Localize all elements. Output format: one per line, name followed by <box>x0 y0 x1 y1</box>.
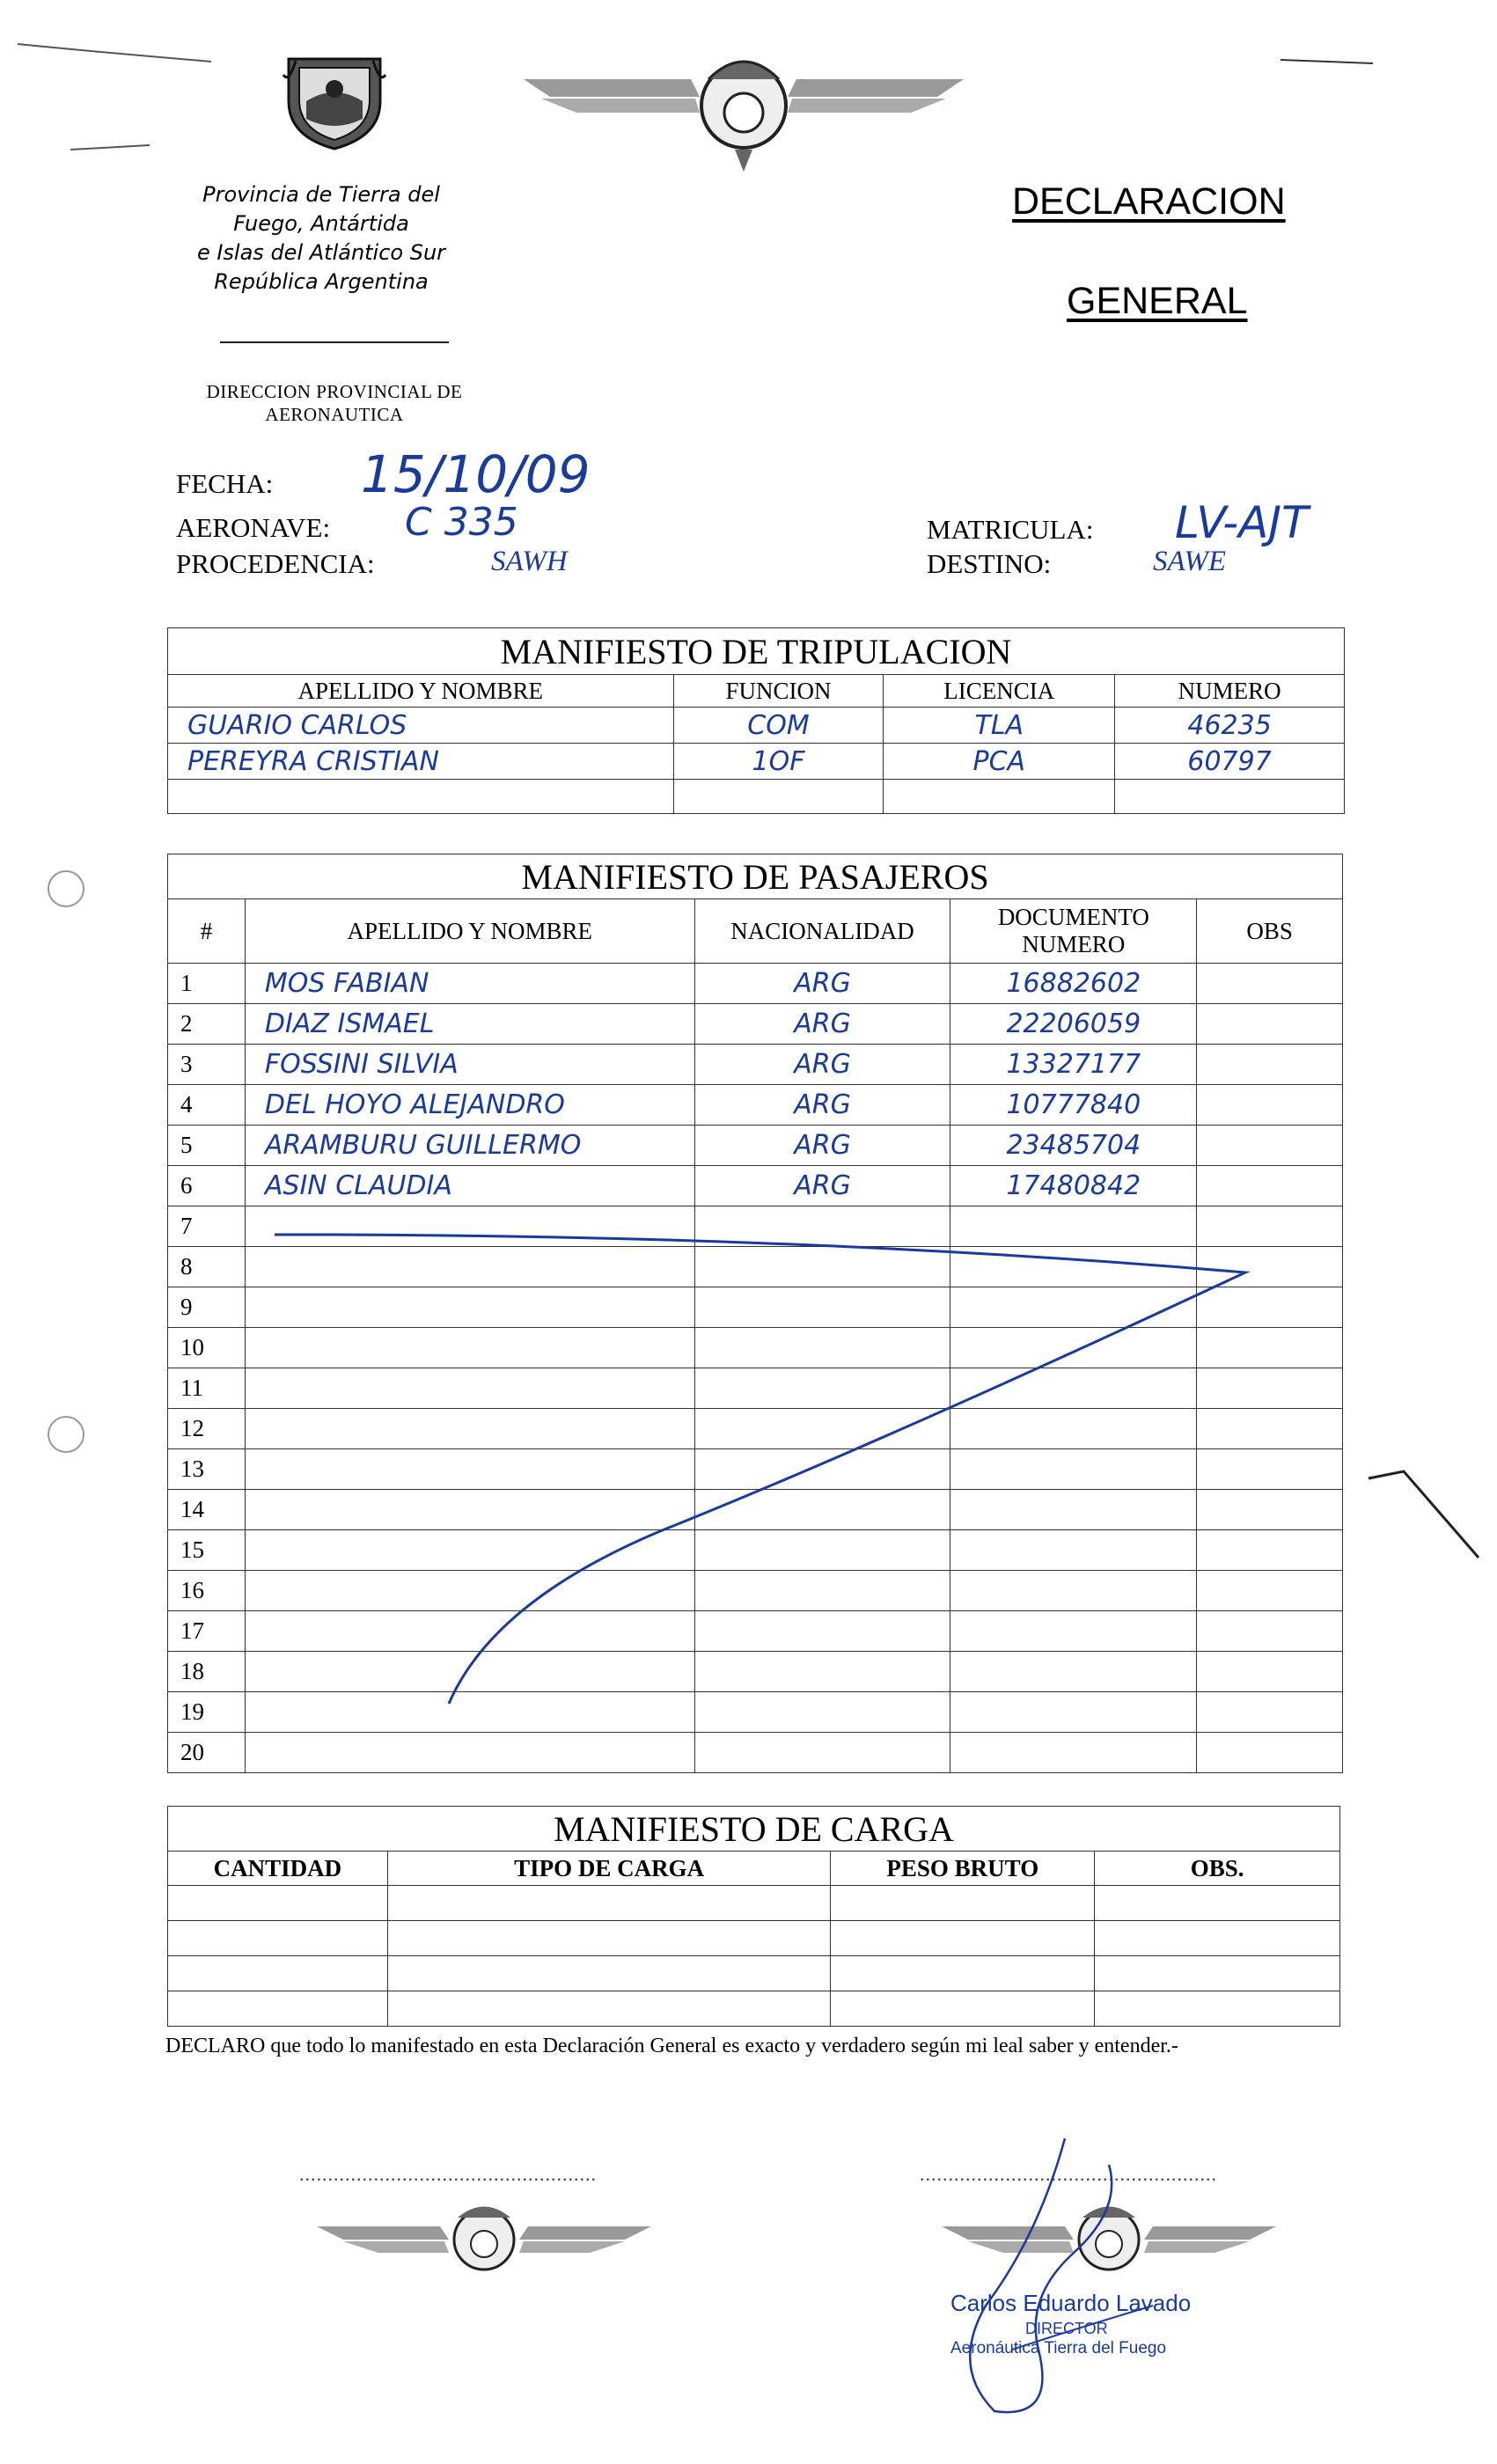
pax-name-cell: MOS FABIAN <box>245 964 694 1004</box>
title-general: GENERAL <box>1067 280 1248 322</box>
pax-document-cell <box>950 1247 1197 1287</box>
pax-document-cell <box>950 1692 1197 1733</box>
pax-document-cell <box>950 1490 1197 1530</box>
pax-document-cell: 17480842 <box>950 1166 1197 1206</box>
aeronautica-wings-icon <box>515 44 972 176</box>
pax-document-cell <box>950 1530 1197 1571</box>
signer-organization: Aeronáutica Tierra del Fuego <box>950 2339 1167 2358</box>
title-declaracion: DECLARACION <box>1012 180 1286 223</box>
pax-obs-cell <box>1197 1287 1343 1328</box>
cargo-col-cantidad: CANTIDAD <box>168 1852 388 1886</box>
procedencia-label: PROCEDENCIA: <box>176 548 375 579</box>
pax-row <box>168 1368 1343 1409</box>
pax-obs-cell <box>1197 1490 1343 1530</box>
pax-row <box>168 1530 1343 1571</box>
fecha-value: 15/10/09 <box>361 444 591 504</box>
crew-funcion-cell: COM <box>673 708 884 744</box>
province-name <box>158 180 484 297</box>
pax-row <box>168 1085 1343 1126</box>
pax-name-cell <box>245 1328 694 1368</box>
pax-nationality-cell <box>694 1247 950 1287</box>
pax-col-document-line2: NUMERO <box>1022 931 1126 957</box>
binder-hole-icon <box>40 1408 92 1461</box>
pax-name-cell: FOSSINI SILVIA <box>245 1045 694 1085</box>
pax-row <box>168 1328 1343 1368</box>
province-line-4: República Argentina <box>214 269 429 294</box>
pax-row-number: 7 <box>168 1206 246 1247</box>
pax-nationality-cell <box>694 1490 950 1530</box>
pax-nationality-cell <box>694 1530 950 1571</box>
destino-value: SAWE <box>1153 546 1227 577</box>
passenger-manifest-table <box>167 854 1343 1773</box>
pax-obs-cell <box>1197 1571 1343 1611</box>
pax-row-number: 14 <box>168 1490 246 1530</box>
pax-row-number: 19 <box>168 1692 246 1733</box>
pax-obs-cell <box>1197 1449 1343 1490</box>
pax-nationality-cell <box>694 1409 950 1449</box>
crew-col-numero: NUMERO <box>1115 675 1345 708</box>
pax-obs-cell <box>1197 1733 1343 1773</box>
pax-name-cell <box>245 1652 694 1692</box>
pax-obs-cell <box>1197 1004 1343 1045</box>
signer-title: DIRECTOR <box>1025 2320 1108 2337</box>
pax-nationality-cell: ARG <box>694 1085 950 1126</box>
pax-nationality-cell: ARG <box>694 1166 950 1206</box>
crew-manifest-table <box>167 627 1345 814</box>
pax-document-cell <box>950 1368 1197 1409</box>
pax-nationality-cell: ARG <box>694 1004 950 1045</box>
pax-document-cell <box>950 1328 1197 1368</box>
pax-row-number: 9 <box>168 1287 246 1328</box>
pax-obs-cell <box>1197 1368 1343 1409</box>
pax-col-name: APELLIDO Y NOMBRE <box>245 899 694 964</box>
pax-nationality-cell <box>694 1328 950 1368</box>
crew-row-blank <box>168 780 1345 814</box>
pax-nationality-cell <box>694 1206 950 1247</box>
cargo-col-obs: OBS. <box>1095 1852 1340 1886</box>
aeronautica-stamp-left-icon <box>308 2191 660 2279</box>
pax-document-cell <box>950 1571 1197 1611</box>
pax-row-number: 10 <box>168 1328 246 1368</box>
pax-name-cell: DEL HOYO ALEJANDRO <box>245 1085 694 1126</box>
crew-numero-cell: 60797 <box>1115 744 1345 780</box>
pax-row <box>168 964 1343 1004</box>
pax-nationality-cell <box>694 1368 950 1409</box>
pax-row-number: 2 <box>168 1004 246 1045</box>
pax-obs-cell <box>1197 964 1343 1004</box>
crew-col-licencia: LICENCIA <box>884 675 1115 708</box>
pax-row <box>168 1409 1343 1449</box>
binder-hole-icon <box>40 862 92 915</box>
crew-row <box>168 708 1345 744</box>
crew-name-cell: GUARIO CARLOS <box>168 708 674 744</box>
pax-manifest-title: MANIFIESTO DE PASAJEROS <box>168 854 1343 899</box>
cargo-row-blank <box>168 1921 1340 1956</box>
pax-row <box>168 1166 1343 1206</box>
matricula-label: MATRICULA: <box>927 514 1094 545</box>
pax-row-number: 18 <box>168 1652 246 1692</box>
pax-name-cell <box>245 1247 694 1287</box>
pax-row-number: 13 <box>168 1449 246 1490</box>
pax-col-document <box>950 899 1197 964</box>
declaration-text: DECLARO que todo lo manifestado en esta Declaración General es exacto y verdadero según mi leal saber y entender.- <box>165 2035 1178 2057</box>
pax-row <box>168 1652 1343 1692</box>
pax-obs-cell <box>1197 1409 1343 1449</box>
pax-nationality-cell <box>694 1571 950 1611</box>
handwritten-signature-icon <box>933 2130 1197 2420</box>
crew-licencia-cell: TLA <box>884 708 1115 744</box>
pax-rows <box>168 964 1343 1773</box>
pax-row <box>168 1126 1343 1166</box>
pax-col-obs: OBS <box>1197 899 1343 964</box>
pax-document-cell <box>950 1611 1197 1652</box>
pax-obs-cell <box>1197 1126 1343 1166</box>
matricula-value: LV-AJT <box>1175 497 1309 548</box>
pax-name-cell <box>245 1368 694 1409</box>
pax-row-number: 17 <box>168 1611 246 1652</box>
direction-name <box>132 380 537 426</box>
pax-row-number: 8 <box>168 1247 246 1287</box>
pax-obs-cell <box>1197 1611 1343 1652</box>
crew-row <box>168 744 1345 780</box>
crew-numero-cell: 46235 <box>1115 708 1345 744</box>
pax-document-cell: 16882602 <box>950 964 1197 1004</box>
signer-name: Carlos Eduardo Lavado <box>950 2290 1192 2316</box>
pax-row-number: 20 <box>168 1733 246 1773</box>
pax-obs-cell <box>1197 1166 1343 1206</box>
pax-obs-cell <box>1197 1692 1343 1733</box>
crew-funcion-cell: 1OF <box>673 744 884 780</box>
pax-document-cell <box>950 1652 1197 1692</box>
pax-row <box>168 1692 1343 1733</box>
direction-line-1: DIRECCION PROVINCIAL DE <box>206 381 463 402</box>
pax-col-document-line1: DOCUMENTO <box>997 904 1149 930</box>
crew-licencia-cell: PCA <box>884 744 1115 780</box>
pax-row-number: 15 <box>168 1530 246 1571</box>
pax-nationality-cell <box>694 1611 950 1652</box>
pax-document-cell <box>950 1287 1197 1328</box>
pax-row <box>168 1733 1343 1773</box>
cargo-col-tipo: TIPO DE CARGA <box>387 1852 831 1886</box>
pax-row-number: 3 <box>168 1045 246 1085</box>
pax-name-cell: ARAMBURU GUILLERMO <box>245 1126 694 1166</box>
pax-nationality-cell: ARG <box>694 964 950 1004</box>
pax-row-number: 12 <box>168 1409 246 1449</box>
pax-name-cell <box>245 1530 694 1571</box>
direction-line-2: AERONAUTICA <box>265 404 404 425</box>
crew-col-name: APELLIDO Y NOMBRE <box>168 675 674 708</box>
pax-row-number: 5 <box>168 1126 246 1166</box>
cargo-col-peso: PESO BRUTO <box>831 1852 1095 1886</box>
pax-obs-cell <box>1197 1206 1343 1247</box>
pax-name-cell <box>245 1449 694 1490</box>
pax-nationality-cell <box>694 1652 950 1692</box>
pax-col-nationality: NACIONALIDAD <box>694 899 950 964</box>
pax-row <box>168 1247 1343 1287</box>
pax-obs-cell <box>1197 1652 1343 1692</box>
cargo-manifest-table <box>167 1806 1340 2027</box>
pax-name-cell: DIAZ ISMAEL <box>245 1004 694 1045</box>
pax-row <box>168 1004 1343 1045</box>
pax-row <box>168 1571 1343 1611</box>
procedencia-value: SAWH <box>491 546 568 577</box>
pax-obs-cell <box>1197 1247 1343 1287</box>
pax-name-cell <box>245 1206 694 1247</box>
destino-label: DESTINO: <box>927 548 1052 579</box>
fecha-label: FECHA: <box>176 468 274 499</box>
pax-row-number: 4 <box>168 1085 246 1126</box>
province-line-2: Fuego, Antártida <box>233 211 409 236</box>
pax-nationality-cell: ARG <box>694 1126 950 1166</box>
pax-document-cell: 23485704 <box>950 1126 1197 1166</box>
pax-row <box>168 1449 1343 1490</box>
pax-name-cell <box>245 1611 694 1652</box>
pax-document-cell <box>950 1449 1197 1490</box>
pax-document-cell <box>950 1206 1197 1247</box>
pax-name-cell <box>245 1287 694 1328</box>
cargo-row-blank <box>168 1886 1340 1921</box>
province-seal-icon <box>280 48 389 152</box>
pax-document-cell <box>950 1409 1197 1449</box>
pax-name-cell <box>245 1692 694 1733</box>
pax-col-num: # <box>168 899 246 964</box>
pax-name-cell <box>245 1409 694 1449</box>
pax-nationality-cell <box>694 1449 950 1490</box>
pax-name-cell <box>245 1733 694 1773</box>
aeronave-value: C 335 <box>405 500 518 545</box>
pax-document-cell: 13327177 <box>950 1045 1197 1085</box>
pax-name-cell <box>245 1571 694 1611</box>
pax-name-cell <box>245 1490 694 1530</box>
pax-row-number: 11 <box>168 1368 246 1409</box>
signature-line-left: .................................................... <box>299 2163 597 2185</box>
pax-nationality-cell <box>694 1287 950 1328</box>
pax-row <box>168 1287 1343 1328</box>
pax-document-cell: 10777840 <box>950 1085 1197 1126</box>
pax-nationality-cell: ARG <box>694 1045 950 1085</box>
signature-line-right: .................................................... <box>920 2163 1217 2185</box>
crew-manifest-title: MANIFIESTO DE TRIPULACION <box>168 628 1345 675</box>
pax-nationality-cell <box>694 1692 950 1733</box>
pax-document-cell: 22206059 <box>950 1004 1197 1045</box>
pax-row <box>168 1490 1343 1530</box>
pax-row <box>168 1045 1343 1085</box>
pax-obs-cell <box>1197 1328 1343 1368</box>
margin-mark <box>1364 1470 1487 1575</box>
cargo-row-blank <box>168 1956 1340 1991</box>
pax-obs-cell <box>1197 1530 1343 1571</box>
pax-obs-cell <box>1197 1085 1343 1126</box>
cargo-row-blank <box>168 1991 1340 2027</box>
pax-row-number: 16 <box>168 1571 246 1611</box>
pax-document-cell <box>950 1733 1197 1773</box>
crew-col-funcion: FUNCION <box>673 675 884 708</box>
pax-row <box>168 1206 1343 1247</box>
pax-row-number: 1 <box>168 964 246 1004</box>
aeronave-label: AERONAVE: <box>176 512 331 543</box>
province-underline <box>220 341 449 343</box>
pax-name-cell: ASIN CLAUDIA <box>245 1166 694 1206</box>
province-line-1: Provincia de Tierra del <box>202 182 440 207</box>
pax-obs-cell <box>1197 1045 1343 1085</box>
province-line-3: e Islas del Atlántico Sur <box>196 240 446 265</box>
pax-row <box>168 1611 1343 1652</box>
cargo-manifest-title: MANIFIESTO DE CARGA <box>168 1807 1340 1852</box>
pax-nationality-cell <box>694 1733 950 1773</box>
pax-row-number: 6 <box>168 1166 246 1206</box>
crew-name-cell: PEREYRA CRISTIAN <box>168 744 674 780</box>
